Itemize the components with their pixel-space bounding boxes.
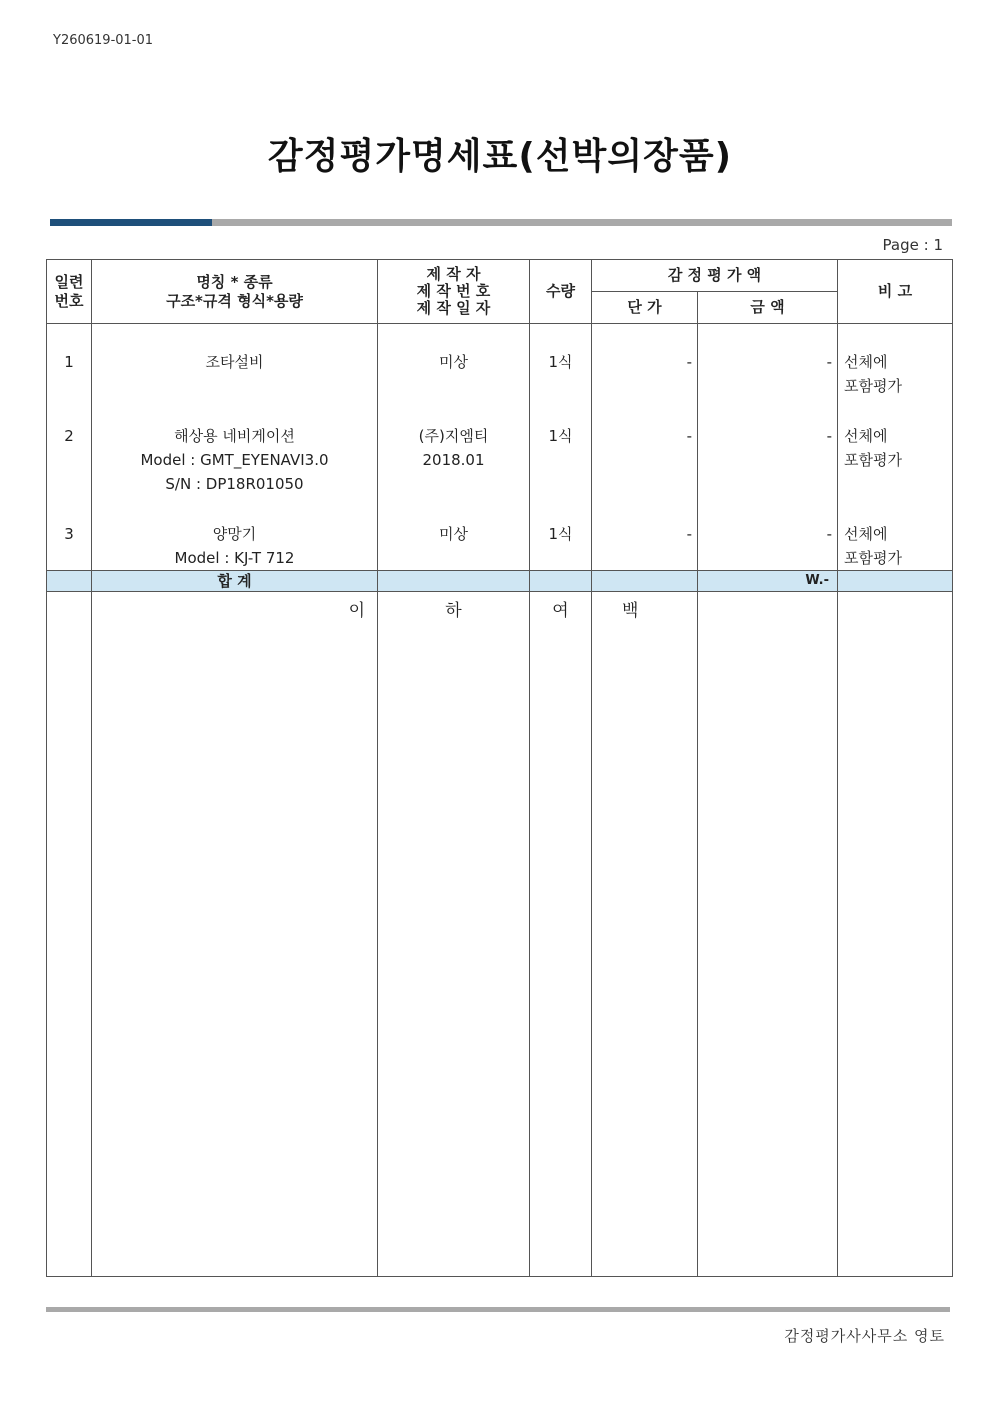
item-note-line: 포함평가 <box>844 549 902 567</box>
footer-office: 감정평가사사무소 영토 <box>784 1327 945 1345</box>
header-no-line-2: 번호 <box>54 291 84 310</box>
item-qty: 1식 <box>530 496 592 571</box>
header-qty: 수량 <box>530 260 592 324</box>
item-name <box>92 496 378 571</box>
item-amount: - <box>698 324 838 399</box>
item-maker-line: (주)지엠티 <box>418 427 489 445</box>
item-note-line: 선체에 <box>844 427 888 445</box>
total-qty-cell <box>530 571 592 592</box>
item-maker-line: 2018.01 <box>422 451 485 469</box>
item-unit-price: - <box>592 324 698 399</box>
item-no: 2 <box>47 398 92 496</box>
item-name-line: 양망기 <box>212 525 257 543</box>
item-name-line: 해상용 네비게이션 <box>174 427 295 445</box>
item-name-line: Model : GMT_EYENAVI3.0 <box>140 451 329 469</box>
item-maker-line: 미상 <box>439 353 468 371</box>
header-unit-price: 단 가 <box>592 292 698 324</box>
header-amount: 금 액 <box>698 292 838 324</box>
header-appraisal: 감 정 평 가 액 <box>592 260 838 292</box>
table-row <box>47 324 953 399</box>
item-note-line: 포함평가 <box>844 451 902 469</box>
header-name <box>92 260 378 324</box>
total-row <box>47 571 953 592</box>
item-note-line: 포함평가 <box>844 377 902 395</box>
item-unit-price: - <box>592 496 698 571</box>
item-maker-line: 미상 <box>439 525 468 543</box>
table-row <box>47 398 953 496</box>
page-number: Page : 1 <box>882 236 943 254</box>
header-name-line-2: 구조*규격 형식*용량 <box>166 291 303 310</box>
header-maker-line-1: 제 작 자 <box>426 265 481 283</box>
item-qty: 1식 <box>530 398 592 496</box>
closing-word: 하 <box>378 592 530 1277</box>
closing-amount-cell <box>698 592 838 1277</box>
item-maker <box>378 324 530 399</box>
header-rule <box>50 219 952 226</box>
total-amount: W.- <box>698 571 838 592</box>
header-no-line-1: 일련 <box>54 272 84 291</box>
header-name-line-1: 명칭 * 종류 <box>196 272 273 291</box>
item-unit-price: - <box>592 398 698 496</box>
item-no: 3 <box>47 496 92 571</box>
item-name-line: Model : KJ-T 712 <box>174 549 295 567</box>
item-name-line: 조타설비 <box>205 353 264 371</box>
item-note <box>838 398 953 496</box>
closing-word: 여 <box>530 592 592 1277</box>
item-qty: 1식 <box>530 324 592 399</box>
item-maker <box>378 496 530 571</box>
header-maker-line-3: 제 작 일 자 <box>416 299 491 317</box>
total-no-cell <box>47 571 92 592</box>
closing-row <box>47 592 953 1277</box>
footer-rule <box>46 1307 950 1312</box>
header-maker-line-2: 제 작 번 호 <box>416 282 491 300</box>
item-name <box>92 324 378 399</box>
item-note <box>838 496 953 571</box>
item-amount: - <box>698 496 838 571</box>
appraisal-table <box>46 259 953 1277</box>
item-note-line: 선체에 <box>844 353 888 371</box>
closing-note-cell <box>838 592 953 1277</box>
item-maker <box>378 398 530 496</box>
total-note-cell <box>838 571 953 592</box>
item-amount: - <box>698 398 838 496</box>
total-maker-cell <box>378 571 530 592</box>
closing-word: 백 <box>592 592 698 1277</box>
item-name-line: S/N : DP18R01050 <box>165 475 304 493</box>
document-id: Y260619-01-01 <box>53 33 154 48</box>
header-note: 비 고 <box>838 260 953 324</box>
header-rule-accent <box>50 219 212 226</box>
page-title: 감정평가명세표(선박의장품) <box>267 136 733 177</box>
closing-no-cell <box>47 592 92 1277</box>
header-no <box>47 260 92 324</box>
total-unit-cell <box>592 571 698 592</box>
total-label: 합 계 <box>92 571 378 592</box>
item-name <box>92 398 378 496</box>
table-row <box>47 496 953 571</box>
header-maker <box>378 260 530 324</box>
item-no: 1 <box>47 324 92 399</box>
item-note <box>838 324 953 399</box>
item-note-line: 선체에 <box>844 525 888 543</box>
closing-word: 이 <box>92 592 378 1277</box>
